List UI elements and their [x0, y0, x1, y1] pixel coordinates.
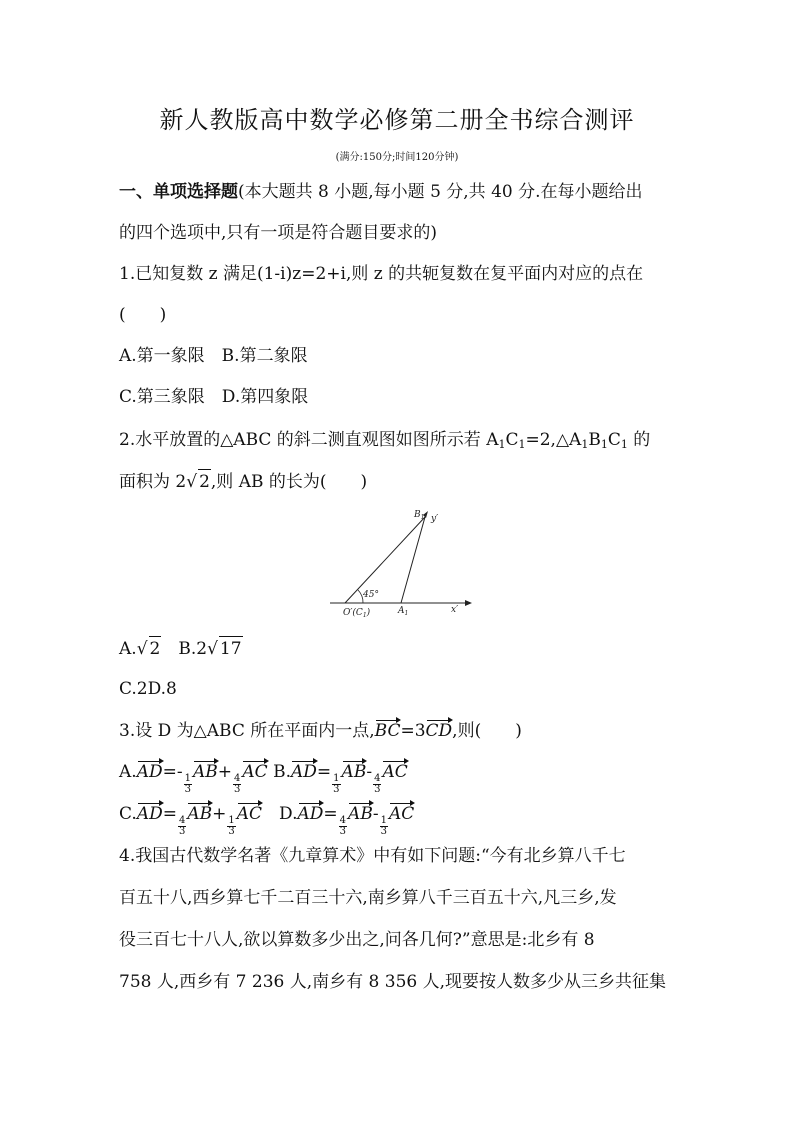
label-a1: $A_1$ — [398, 606, 409, 617]
q4-line2: 百五十八,西乡算七千二百三十六,南乡算八千三百五十六,凡三乡,发 — [119, 888, 617, 908]
q2-stem-line2: 面积为 2√ 2,则 AB 的长为( ) — [119, 469, 367, 494]
section-heading: 一、单项选择题 — [119, 182, 238, 202]
label-angle: 45° — [363, 590, 379, 600]
q3-options-cd: C.AD= $\frac{4}{3}$ AB+ $\frac{1}{3}$ AC D.AD= $\frac{4}{3}$ AB- $\frac{1}{3}$ AC — [119, 804, 415, 837]
q1-paren: ( ) — [119, 305, 167, 325]
q3-options-ab: A.AD=- $\frac{1}{3}$ AB+ $\frac{4}{3}$ AC B.AD= $\frac{1}{3}$ AB- $\frac{4}{3}$ AC — [119, 762, 408, 795]
q1-options-ab: A.第一象限 B.第二象限 — [119, 346, 308, 366]
q4-line1: 4.我国古代数学名著《九章算术》中有如下问题:“今有北乡算八千七 — [119, 846, 626, 866]
page-title: 新人教版高中数学必修第二册全书综合测评 — [159, 106, 635, 134]
section-desc-2: 的四个选项中,只有一项是符合题目要求的) — [119, 223, 438, 243]
page-subtitle: (满分:150分;时间120分钟) — [335, 152, 459, 163]
q2-options-ab: A.√ 2 B.2√ 17 — [119, 636, 243, 661]
section-desc-1: (本大题共 8 小题,每小题 5 分,共 40 分.在每小题给出 — [238, 182, 643, 202]
section-heading-line — [119, 180, 643, 204]
x-axis-arrow — [465, 600, 472, 606]
label-y-prime: y′ — [431, 514, 439, 524]
q4-line4: 758 人,西乡有 7 236 人,南乡有 8 356 人,现要按人数多少从三乡共征集 — [119, 972, 667, 992]
label-origin: $O'(C_1)$ — [343, 608, 371, 619]
q3-stem: 3.设 D 为△ABC 所在平面内一点,BC=3CD,则( ) — [119, 721, 522, 741]
label-x-prime: x′ — [451, 605, 459, 615]
q4-line3: 役三百七十八人,欲以算数多少出之,问各几何?”意思是:北乡有 8 — [119, 930, 595, 950]
oblique-view-figure — [325, 505, 475, 620]
q1-stem: 1.已知复数 z 满足(1-i)z=2+i,则 z 的共轭复数在复平面内对应的点在 — [119, 264, 644, 284]
label-b1: $B_1$ — [414, 510, 425, 521]
q2-options-cd: C.2D.8 — [119, 679, 177, 699]
q1-options-cd: C.第三象限 D.第四象限 — [119, 387, 309, 407]
q2-stem-line1: 2.水平放置的△ABC 的斜二测直观图如图所示若 $A_1C_1=2,\triangle A_1B_1C_1$ 的 — [119, 430, 651, 451]
